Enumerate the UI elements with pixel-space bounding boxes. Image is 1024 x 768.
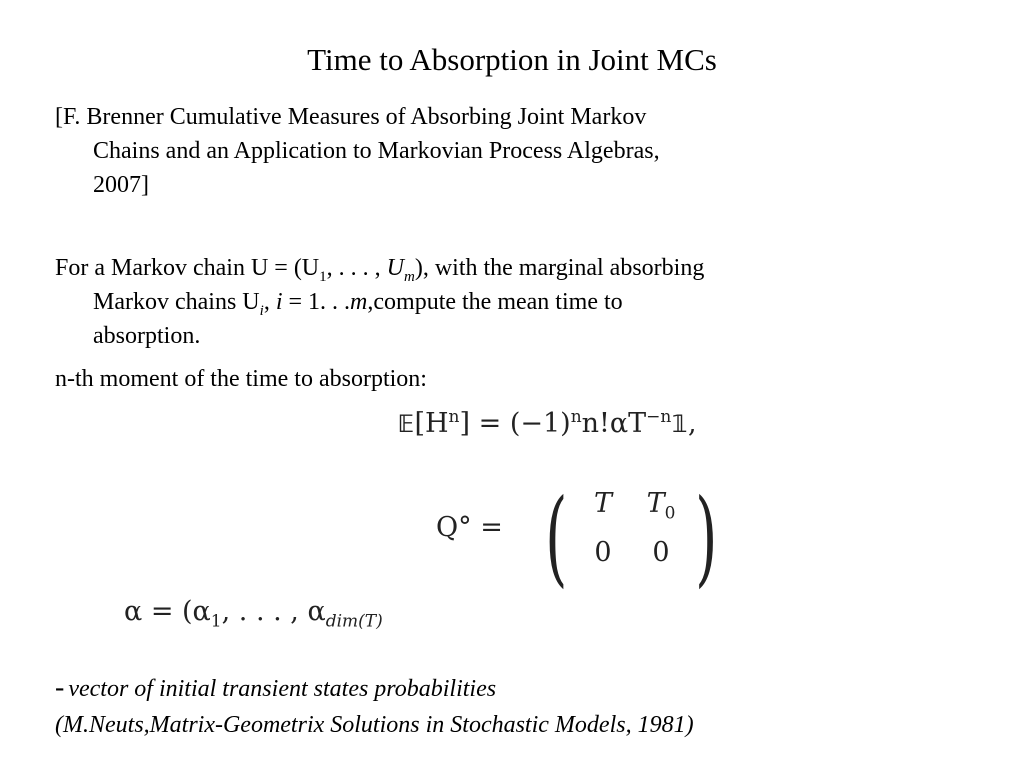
chain-line-3: absorption.: [93, 323, 201, 349]
alpha-equation: [124, 596, 383, 632]
chain-line-1: [55, 251, 875, 285]
q-matrix-equation: [436, 476, 736, 598]
chain-text-d: Markov chains U: [93, 289, 260, 315]
alpha-note: [55, 672, 496, 704]
chain-line-2: [55, 285, 875, 319]
matrix-r1c2: [636, 488, 686, 524]
chain-m-var: m: [350, 289, 368, 315]
chain-text-a: For a Markov chain U = (U: [55, 255, 320, 281]
reference-line-1: [F. Brenner Cumulative Measures of Absorbing Joint Markov: [55, 104, 647, 130]
eq1-comma: ,: [688, 408, 697, 439]
matrix-r2c2: 0: [652, 537, 670, 568]
alpha-part-2: , . . . , α: [221, 596, 326, 627]
ones-vector-symbol: 𝟙: [671, 410, 689, 438]
chain-ui-sub: i: [259, 302, 264, 319]
expectation-symbol: 𝔼: [398, 410, 415, 438]
alpha-sub-dim: dim(T): [325, 611, 383, 632]
eq1-sup-neg: −n: [646, 407, 672, 427]
reference-line-2: Chains and an Application to Markovian Process Algebras,: [93, 138, 660, 164]
matrix-right-paren: ): [695, 476, 718, 598]
matrix-r1c2-sub: 0: [664, 503, 676, 524]
chain-text-b: , . . . ,: [326, 255, 381, 281]
alpha-part-1: α = (α: [124, 596, 211, 627]
note-text: vector of initial transient states probabilities: [68, 676, 497, 702]
chain-text-e: ,: [263, 289, 270, 315]
q-lhs: Q° =: [436, 512, 503, 543]
note-dash: -: [55, 672, 65, 703]
eq1-part-2: ] = (−1): [459, 408, 571, 439]
matrix-r2c1: 0: [594, 537, 612, 568]
alpha-sub-1: 1: [210, 611, 222, 632]
chain-text-c: ), with the marginal absorbing: [414, 255, 705, 281]
matrix-r1c2-text: T: [646, 488, 665, 519]
eq1-sup-n2: n: [570, 407, 582, 427]
chain-i-var: i: [275, 289, 283, 315]
reference-line-3: 2007]: [93, 172, 149, 198]
citation: (M.Neuts,Matrix-Geometrix Solutions in Stochastic Models, 1981): [55, 712, 694, 738]
matrix-r1c1-text: T: [593, 488, 612, 519]
chain-text-g: ,compute the mean time to: [367, 289, 623, 315]
eq1-sup-n: n: [448, 407, 460, 427]
eq1-part-3: n!αT: [581, 408, 647, 439]
moment-equation: [398, 408, 697, 439]
eq1-part-1: [H: [414, 408, 449, 439]
reference-block: [55, 100, 815, 202]
markov-chain-paragraph: [55, 251, 875, 353]
moment-text: n-th moment of the time to absorption:: [55, 366, 427, 392]
chain-um: U: [386, 255, 404, 281]
page-title: Time to Absorption in Joint MCs: [307, 42, 717, 77]
matrix-left-paren: (: [545, 476, 568, 598]
chain-text-f: = 1. . .: [288, 289, 351, 315]
matrix-r1c1: [578, 488, 628, 519]
chain-sub-1: 1: [319, 268, 327, 285]
chain-um-sub: m: [403, 268, 415, 285]
